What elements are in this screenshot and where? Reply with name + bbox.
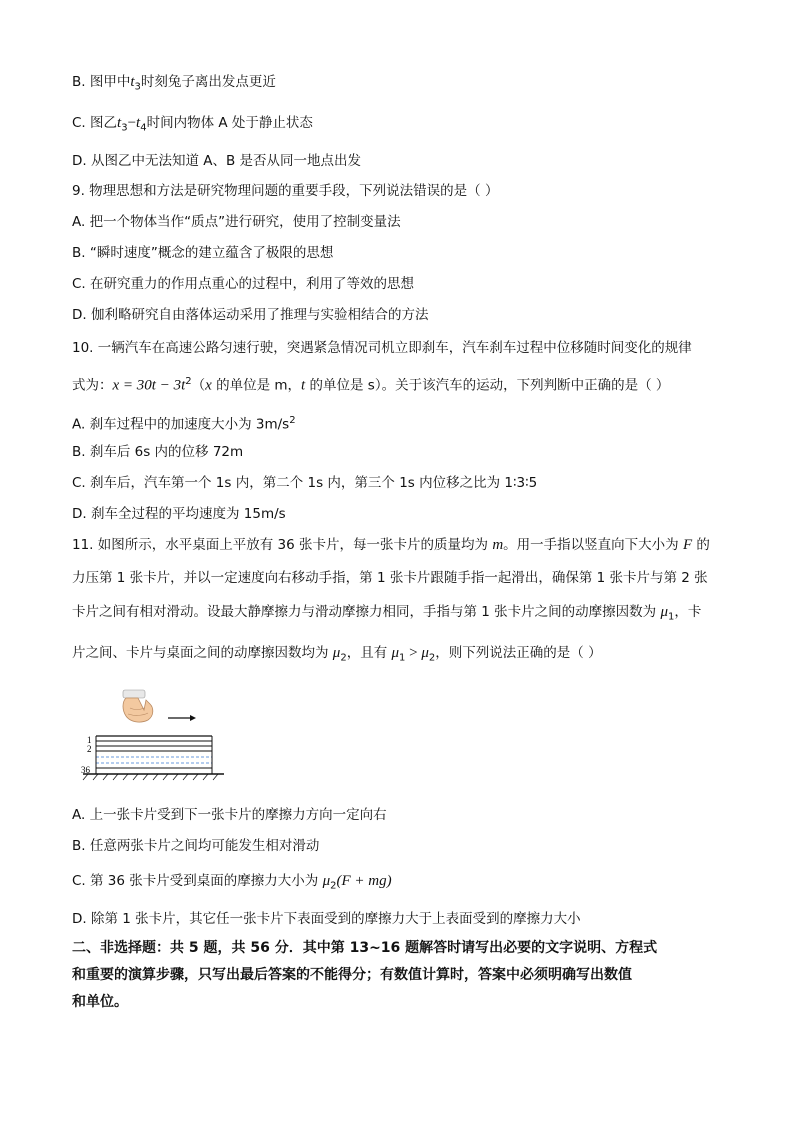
q11-stem-line4: 片之间、卡片与桌面之间的动摩擦因数均为 $\mu_2$，且有 $\mu_1 > \mu_2$，则下列说法正确的是（ ） [72, 645, 602, 664]
q10-option-b: B. 刹车后 6s 内的位移 72m [72, 444, 244, 460]
q10-stem-line1: 10. 一辆汽车在高速公路匀速行驶，突遇紧急情况司机立即刹车，汽车刹车过程中位移随时间变化的规律 [72, 340, 692, 356]
q11-stem-line1: 11. 如图所示，水平桌面上平放有 36 张卡片，每一张卡片的质量均为 m。用一手指以竖直向下大小为 F 的 [72, 537, 710, 553]
q11-stem-line3: 卡片之间有相对滑动。设最大静摩擦力与滑动摩擦力相同，手指与第 1 张卡片之间的动摩擦因数为 $\mu_1$，卡 [72, 604, 702, 623]
table-surface [83, 774, 224, 780]
arrow-right-icon [168, 715, 196, 721]
q9-option-c: C. 在研究重力的作用点重心的过程中，利用了等效的思想 [72, 276, 415, 292]
q11-option-b: B. 任意两张卡片之间均可能发生相对滑动 [72, 838, 320, 854]
q8-option-c: C. 图乙$t_3-t_4$时间内物体 A 处于静止状态 [72, 115, 313, 134]
section2-heading-line3: 和单位。 [72, 994, 128, 1010]
q9-option-d: D. 伽利略研究自由落体运动采用了推理与实验相结合的方法 [72, 307, 429, 323]
q10-formula: x = 30t − 3t [112, 377, 186, 394]
card-label-2: 2 [87, 744, 92, 754]
q10-stem-line2: 式为：$x = 30t - 3t^2(x$ 的单位是 m，t 的单位是 s）。关于该汽车的运动，下列判断中正确的是（ ） [72, 376, 670, 394]
q10-option-a: A. 刹车过程中的加速度大小为 $3m/s^2$ [72, 415, 296, 433]
card-label-1: 1 [87, 735, 92, 745]
section2-heading-line1: 二、非选择题：共 5 题，共 56 分．其中第 13~16 题解答时请写出必要的文字说明、方程式 [72, 940, 658, 956]
q11-option-c: C. 第 36 张卡片受到桌面的摩擦力大小为 $\mu_2(F + mg)$ [72, 873, 392, 892]
q11-option-a: A. 上一张卡片受到下一张卡片的摩擦力方向一定向右 [72, 807, 387, 823]
card-stack [96, 736, 212, 774]
section2-heading-line2: 和重要的演算步骤，只写出最后答案的不能得分；有数值计算时，答案中必须明确写出数值 [72, 967, 632, 983]
q10-option-c: C. 刹车后，汽车第一个 1s 内，第二个 1s 内，第三个 1s 内位移之比为 1∶3∶5 [72, 475, 538, 491]
card-stack-figure [78, 688, 228, 783]
q8-option-d: D. 从图乙中无法知道 A、B 是否从同一地点出发 [72, 153, 362, 169]
q9-stem: 9. 物理思想和方法是研究物理问题的重要手段，下列说法错误的是（ ） [72, 183, 499, 199]
q9-option-b: B. “瞬时速度”概念的建立蕴含了极限的思想 [72, 245, 334, 261]
q8-option-b: B. 图甲中$t_3$时刻兔子离出发点更近 [72, 74, 276, 93]
q9-option-a: A. 把一个物体当作“质点”进行研究，使用了控制变量法 [72, 214, 401, 230]
q10-option-d: D. 刹车全过程的平均速度为 15m/s [72, 506, 286, 522]
q11-stem-line2: 力压第 1 张卡片，并以一定速度向右移动手指，第 1 张卡片跟随手指一起滑出，确保第 1 张卡片与第 2 张 [72, 570, 708, 586]
q11-option-d: D. 除第 1 张卡片，其它任一张卡片下表面受到的摩擦力大于上表面受到的摩擦力大小 [72, 911, 581, 927]
card-label-36: 36 [81, 765, 90, 775]
finger-icon [123, 690, 153, 722]
